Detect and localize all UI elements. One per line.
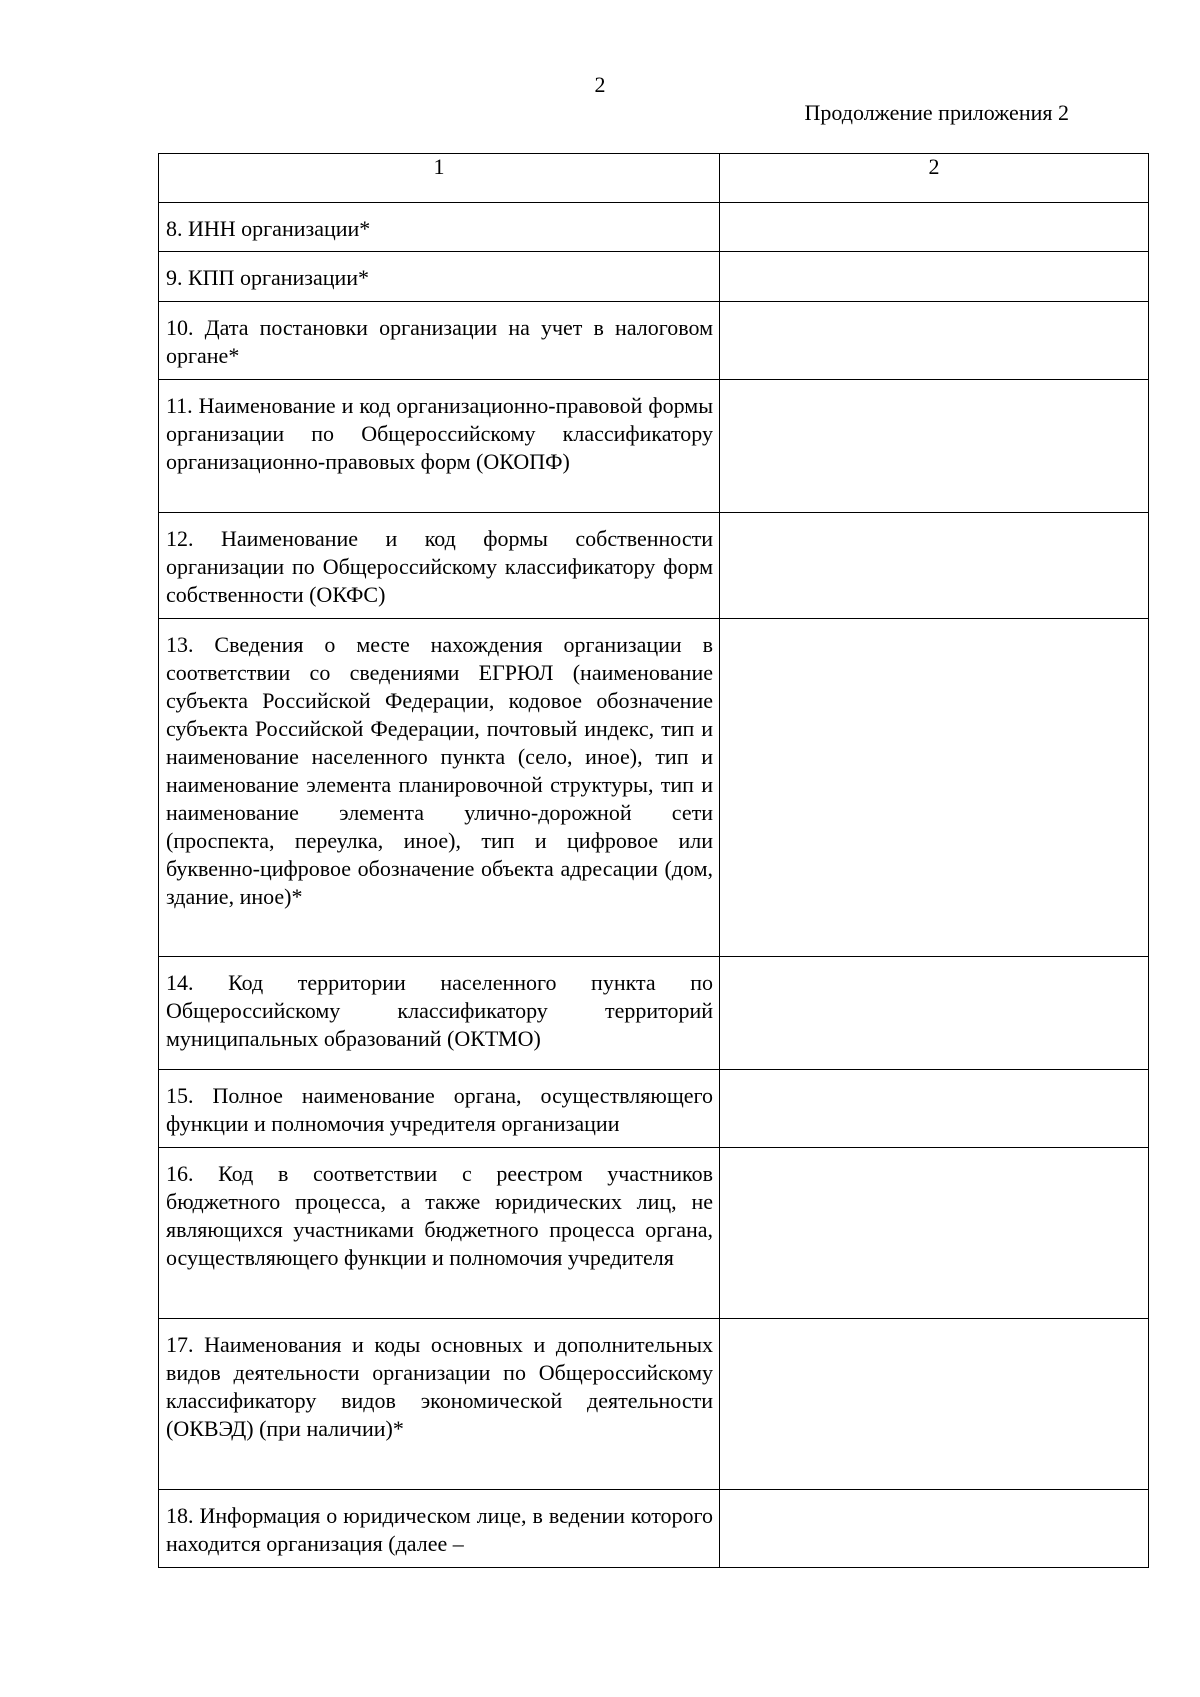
row-label [159,252,720,302]
row-label [159,513,720,619]
table-row-9 [159,252,1149,302]
row-label-text: 18. Информация о юридическом лице, в ведении которого находится организация (далее – [166,1503,713,1556]
row-label-text: 17. Наименования и коды основных и дополнительных видов деятельности организации по Общероссийскому классификатору видов экономической деятельности (ОКВЭД) (при наличии)* [166,1332,713,1441]
row-label [159,203,720,252]
organization-info-table [158,153,1149,1568]
table-row-15 [159,1070,1149,1148]
row-value-cell[interactable] [720,302,1149,380]
table-row-17 [159,1319,1149,1490]
table-row-8 [159,203,1149,252]
row-label [159,957,720,1070]
table-row-11 [159,380,1149,513]
table-row-14 [159,957,1149,1070]
row-label [159,1148,720,1319]
row-value-cell[interactable] [720,957,1149,1070]
row-label-text: 10. Дата постановки организации на учет в налоговом органе* [166,315,713,368]
row-value-cell[interactable] [720,513,1149,619]
row-label [159,1319,720,1490]
row-value-cell[interactable] [720,1490,1149,1568]
row-value-cell[interactable] [720,1319,1149,1490]
row-label [159,1070,720,1148]
row-label-text: 16. Код в соответствии с реестром участников бюджетного процесса, а также юридических лиц, не являющихся участниками бюджетного процесса органа, осуществляющего функции и полномочия учредителя [166,1161,713,1270]
column-header-1: 1 [159,154,720,203]
row-label-text: 15. Полное наименование органа, осуществляющего функции и полномочия учредителя организации [166,1083,713,1136]
table-header-row [159,154,1149,203]
row-label-text: 9. КПП организации* [166,265,370,290]
table-row-13 [159,619,1149,957]
table-row-16 [159,1148,1149,1319]
column-header-2: 2 [720,154,1149,203]
page-number: 2 [594,72,606,97]
table-row-12 [159,513,1149,619]
row-value-cell[interactable] [720,380,1149,513]
row-label [159,619,720,957]
row-label-text: 11. Наименование и код организационно-правовой формы организации по Общероссийскому классификатору организационно-правовых форм (ОКОПФ) [166,393,713,474]
row-label-text: 12. Наименование и код формы собственности организации по Общероссийскому классификатору форм собственности (ОКФС) [166,526,713,607]
row-label [159,380,720,513]
row-value-cell[interactable] [720,1070,1149,1148]
table-row-10 [159,302,1149,380]
row-value-cell[interactable] [720,252,1149,302]
row-label-text: 14. Код территории населенного пункта по Общероссийскому классификатору территорий муниципальных образований (ОКТМО) [166,970,713,1051]
appendix-continuation-title: Продолжение приложения 2 [804,100,1069,125]
row-value-cell[interactable] [720,1148,1149,1319]
row-value-cell[interactable] [720,619,1149,957]
table-row-18 [159,1490,1149,1568]
row-label [159,1490,720,1568]
row-value-cell[interactable] [720,203,1149,252]
row-label [159,302,720,380]
row-label-text: 13. Сведения о месте нахождения организации в соответствии со сведениями ЕГРЮЛ (наименование субъекта Российской Федерации, кодовое обозначение субъекта Российской Федерации, почтовый индекс, тип и наименование населенного пункта (село, иное), тип и наименование элемента планировочной структуры, тип и наименование элемента улично-дорожной сети (проспекта, переулка, иное), тип и цифровое или буквенно-цифровое обозначение объекта адресации (дом, здание, иное)* [166,632,713,909]
row-label-text: 8. ИНН организации* [166,216,371,241]
